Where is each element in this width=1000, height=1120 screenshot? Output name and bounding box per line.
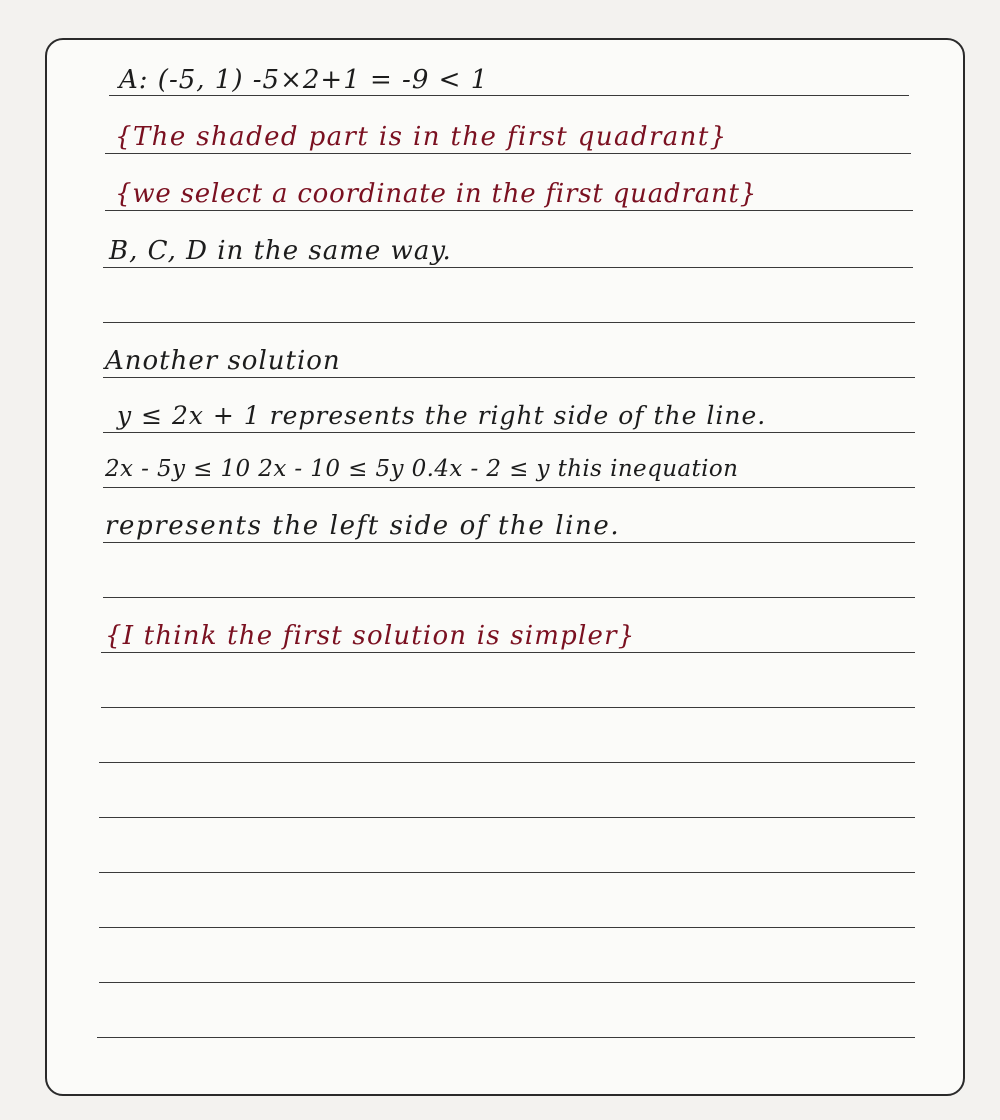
ruled-line <box>103 432 915 433</box>
ruled-line <box>101 707 915 708</box>
line-4-same-way: B, C, D in the same way. <box>109 236 452 266</box>
notebook-page <box>45 38 965 1096</box>
ruled-line <box>109 95 909 96</box>
line-3-select-coordinate-note: {we select a coordinate in the first quadrant} <box>115 179 758 209</box>
ruled-line <box>99 927 915 928</box>
line-11-simpler-note: {I think the first solution is simpler} <box>105 621 636 651</box>
ruled-line <box>103 487 915 488</box>
line-2-shaded-part-note: {The shaded part is in the first quadrant} <box>115 122 728 152</box>
line-1-point-a-check: A: (-5, 1) -5×2+1 = -9 < 1 <box>119 65 489 95</box>
ruled-line <box>101 652 915 653</box>
ruled-line <box>99 762 915 763</box>
ruled-line <box>99 872 915 873</box>
line-7-inequality-right-side: y ≤ 2x + 1 represents the right side of the line. <box>117 401 767 430</box>
ruled-line <box>99 817 915 818</box>
ruled-line <box>103 322 915 323</box>
ruled-line <box>103 267 913 268</box>
line-6-another-solution: Another solution <box>105 346 341 376</box>
ruled-line <box>103 377 915 378</box>
ruled-line <box>99 982 915 983</box>
ruled-line <box>105 210 913 211</box>
line-8-rearranged-inequality: 2x - 5y ≤ 10 2x - 10 ≤ 5y 0.4x - 2 ≤ y this inequation <box>105 456 739 482</box>
ruled-line <box>97 1037 915 1038</box>
line-9-left-side: represents the left side of the line. <box>105 511 621 541</box>
ruled-line <box>103 542 915 543</box>
ruled-line <box>103 597 915 598</box>
ruled-line <box>105 153 911 154</box>
